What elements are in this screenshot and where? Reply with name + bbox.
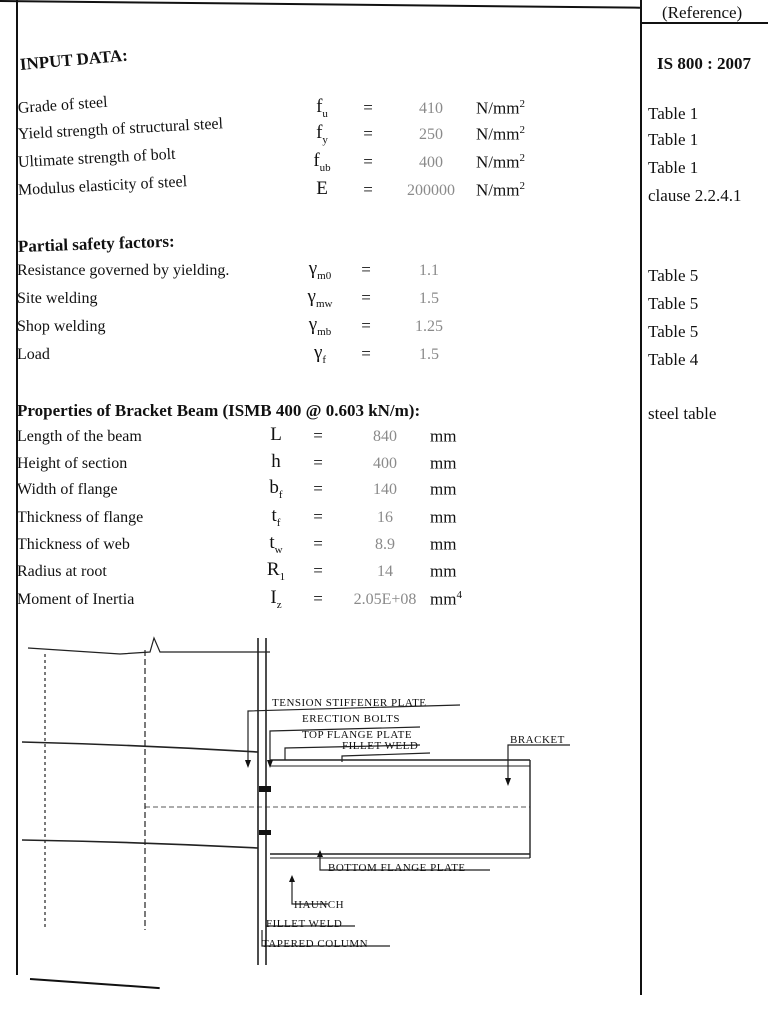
safety-reference: Table 5 bbox=[648, 322, 699, 341]
bottom-border bbox=[30, 978, 160, 989]
safety-value: 1.5 bbox=[419, 290, 439, 307]
beam-equals: = bbox=[313, 453, 323, 472]
safety-equals: = bbox=[361, 344, 371, 363]
beam-value: 400 bbox=[373, 455, 397, 472]
safety-label: Site welding bbox=[17, 290, 98, 307]
safety-symbol: $\gamma_{mw}$ bbox=[307, 286, 333, 310]
input_data-reference: clause 2.2.4.1 bbox=[648, 186, 742, 205]
beam-label: Height of section bbox=[17, 455, 128, 472]
safety-value: 1.25 bbox=[415, 318, 443, 335]
beam-symbol: $t_w$ bbox=[269, 532, 283, 556]
beam-symbol: $t_f$ bbox=[271, 505, 281, 529]
safety-value: 1.5 bbox=[419, 346, 439, 363]
beam-symbol: L bbox=[270, 424, 282, 445]
beam-symbol: h bbox=[271, 451, 281, 472]
beam-label: Thickness of flange bbox=[17, 509, 144, 526]
haunch-label: HAUNCH bbox=[294, 899, 345, 911]
tapered-column-label: TAPERED COLUMN bbox=[262, 938, 369, 950]
input_data-equals: = bbox=[363, 98, 373, 117]
beam-unit: mm bbox=[430, 507, 457, 527]
beam-label: Moment of Inertia bbox=[17, 591, 135, 608]
input_data-symbol: $f_y$ bbox=[316, 122, 328, 146]
input_data-label: Yield strength of structural steel bbox=[17, 115, 224, 143]
bracket-label: BRACKET bbox=[510, 734, 565, 746]
beam-unit: mm bbox=[430, 479, 457, 499]
input_data-equals: = bbox=[363, 152, 373, 171]
beam-symbol: $I_z$ bbox=[270, 587, 282, 611]
tension-stiffener-label: TENSION STIFFENER PLATE bbox=[272, 697, 427, 709]
input_data-unit: $N/mm^2$ bbox=[476, 98, 525, 118]
input_data-value: 400 bbox=[419, 154, 443, 171]
code-reference: IS 800 : 2007 bbox=[657, 54, 751, 73]
beam-value: 840 bbox=[373, 428, 397, 445]
input_data-value: 250 bbox=[419, 126, 443, 143]
safety-heading: Partial safety factors: bbox=[17, 231, 175, 256]
beam-equals: = bbox=[313, 589, 323, 608]
fillet-weld-top-label: FILLET WELD bbox=[342, 740, 419, 752]
safety-symbol: $\gamma_{mb}$ bbox=[308, 314, 332, 338]
safety-reference: Table 5 bbox=[648, 294, 699, 313]
input_data-symbol: E bbox=[316, 178, 328, 199]
beam-value: 14 bbox=[377, 563, 393, 580]
beam-symbol: $R_1$ bbox=[266, 559, 286, 583]
input_data-value: 200000 bbox=[407, 182, 455, 199]
safety-label: Load bbox=[17, 346, 50, 363]
input_data-label: Grade of steel bbox=[17, 93, 109, 117]
safety-equals: = bbox=[361, 316, 371, 335]
beam-reference: steel table bbox=[648, 404, 717, 423]
safety-reference: Table 4 bbox=[648, 350, 699, 369]
safety-equals: = bbox=[361, 288, 371, 307]
input_data-unit: $N/mm^2$ bbox=[476, 124, 525, 144]
beam-unit: mm bbox=[430, 453, 457, 473]
top-border bbox=[0, 0, 640, 9]
input_data-unit: $N/mm^2$ bbox=[476, 180, 525, 200]
beam-value: 140 bbox=[373, 481, 397, 498]
beam-value: 2.05E+08 bbox=[353, 591, 417, 608]
safety-label: Resistance governed by yielding. bbox=[17, 262, 230, 279]
safety-symbol: $\gamma_f$ bbox=[313, 342, 327, 366]
beam-label: Width of flange bbox=[17, 481, 118, 498]
beam-value: 16 bbox=[377, 509, 393, 526]
input_data-reference: Table 1 bbox=[648, 130, 699, 149]
beam-unit: $mm^4$ bbox=[430, 589, 462, 609]
beam-unit: mm bbox=[430, 561, 457, 581]
safety-symbol: $\gamma_{m0}$ bbox=[308, 258, 332, 282]
beam-equals: = bbox=[313, 561, 323, 580]
beam-label: Thickness of web bbox=[17, 536, 130, 553]
input_data-symbol: $f_{ub}$ bbox=[313, 150, 331, 174]
safety-reference: Table 5 bbox=[648, 266, 699, 285]
erection-bolts-label: ERECTION BOLTS bbox=[302, 713, 400, 725]
beam-equals: = bbox=[313, 507, 323, 526]
beam-symbol: $b_f$ bbox=[269, 477, 283, 501]
reference-label: (Reference) bbox=[662, 3, 743, 22]
safety-label: Shop welding bbox=[17, 318, 106, 335]
beam-equals: = bbox=[313, 479, 323, 498]
input_data-label: Ultimate strength of bolt bbox=[17, 145, 176, 171]
beam-unit: mm bbox=[430, 534, 457, 554]
beam-value: 8.9 bbox=[375, 536, 395, 553]
input_data-symbol: $f_u$ bbox=[316, 96, 328, 120]
input_data-label: Modulus elasticity of steel bbox=[17, 173, 188, 199]
fillet-weld-bottom-label: FILLET WELD bbox=[266, 918, 343, 930]
bottom-flange-label: BOTTOM FLANGE PLATE bbox=[328, 862, 466, 874]
beam-heading: Properties of Bracket Beam (ISMB 400 @ 0.603 kN/m): bbox=[17, 401, 421, 420]
input_data-unit: $N/mm^2$ bbox=[476, 152, 525, 172]
beam-unit: mm bbox=[430, 426, 457, 446]
input_data-reference: Table 1 bbox=[648, 104, 699, 123]
input_data-reference: Table 1 bbox=[648, 158, 699, 177]
beam-label: Length of the beam bbox=[17, 428, 142, 445]
input_data-equals: = bbox=[363, 180, 373, 199]
beam-equals: = bbox=[313, 426, 323, 445]
divider-vertical bbox=[640, 0, 642, 995]
input_data-value: 410 bbox=[419, 100, 443, 117]
safety-value: 1.1 bbox=[419, 262, 439, 279]
beam-label: Radius at root bbox=[17, 563, 107, 580]
input-data-heading: INPUT DATA: bbox=[19, 45, 129, 74]
safety-equals: = bbox=[361, 260, 371, 279]
input_data-equals: = bbox=[363, 124, 373, 143]
beam-equals: = bbox=[313, 534, 323, 553]
top-flange-label: TOP FLANGE PLATE bbox=[302, 729, 413, 741]
